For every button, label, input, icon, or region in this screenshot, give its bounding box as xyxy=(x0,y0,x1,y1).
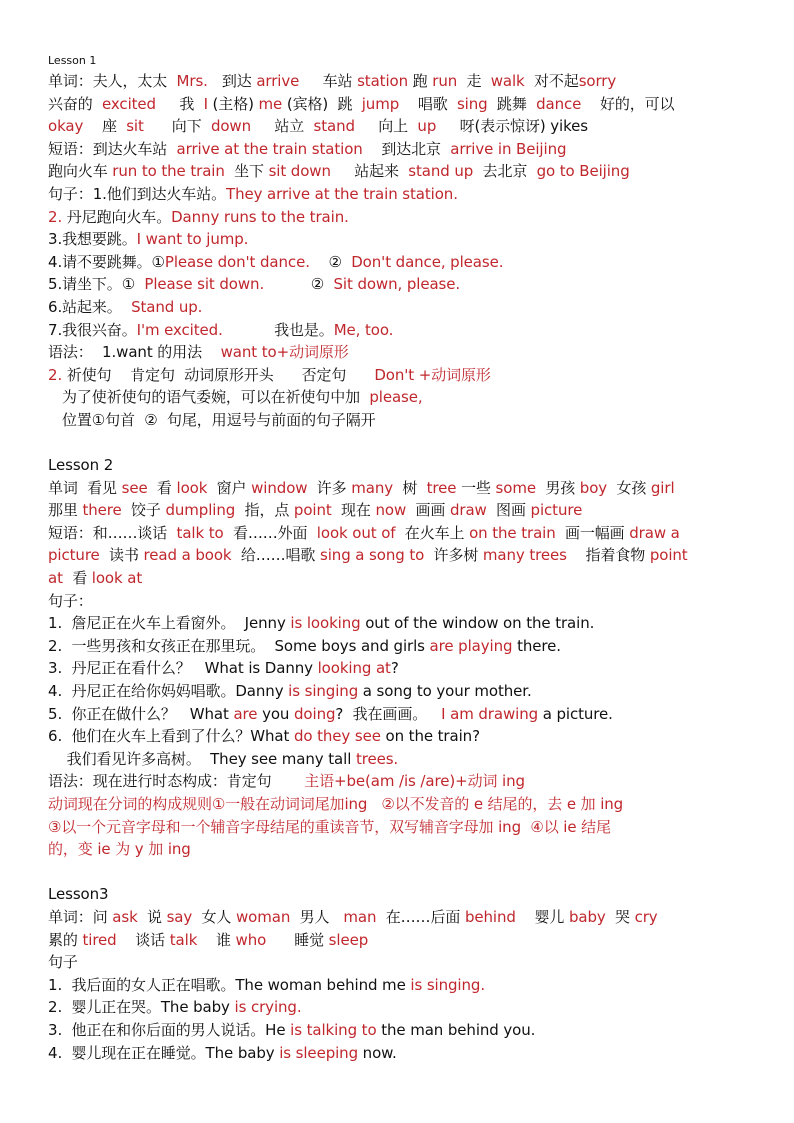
lesson2-line xyxy=(48,725,760,748)
lesson2-line xyxy=(48,748,760,771)
body-text: 坐下 xyxy=(224,162,269,181)
body-text: 女孩 xyxy=(607,478,651,497)
lesson2-line xyxy=(48,816,760,839)
highlight-text: run xyxy=(432,72,458,90)
body-text: 6. 他们在火车上看到了什么？What xyxy=(48,727,294,746)
body-text: 许多 xyxy=(307,478,352,497)
lesson3-line xyxy=(48,996,760,1019)
body-text: there. xyxy=(512,636,561,655)
body-text: 句子 xyxy=(48,953,78,972)
body-text: 指着食物 xyxy=(566,546,650,565)
body-text: 7.我很兴奋。 xyxy=(48,320,137,339)
highlight-text: do they see xyxy=(293,727,381,746)
lesson2-line xyxy=(48,793,760,816)
highlight-text: woman xyxy=(236,907,291,926)
body-text: 谈话 xyxy=(116,930,170,949)
highlight-text: dance xyxy=(536,94,582,113)
lesson2-line xyxy=(48,680,760,703)
highlight-text: read a book xyxy=(143,546,232,565)
body-text: 在……后面 xyxy=(376,907,465,926)
lesson2-line xyxy=(48,567,760,590)
highlight-text: They arrive at the train station. xyxy=(226,184,458,203)
body-text: 看 xyxy=(62,569,92,588)
body-text: 单词：问 xyxy=(48,907,113,926)
body-text: 4. 婴儿现在正在睡觉。The baby xyxy=(48,1043,280,1062)
body-text: 站立 xyxy=(251,117,314,136)
lesson2-line xyxy=(48,838,760,861)
body-text: 3.我想要跳。 xyxy=(48,230,137,249)
highlight-text: boy xyxy=(579,478,608,497)
highlight-text: see xyxy=(121,478,148,497)
body-text: 给……唱歌 xyxy=(231,546,321,565)
body-text: you xyxy=(257,704,295,723)
highlight-text: tired xyxy=(82,930,117,949)
body-text: the man behind you. xyxy=(376,1020,536,1039)
highlight-text: I want to jump. xyxy=(136,230,249,249)
highlight-text: is talking to xyxy=(290,1020,377,1039)
lesson3-line xyxy=(48,951,760,974)
body-text: 5.请坐下。① xyxy=(48,275,145,294)
body-text: 跑向火车 xyxy=(48,162,113,181)
lesson-3-body xyxy=(48,906,760,1064)
highlight-text: who xyxy=(235,930,267,949)
highlight-text: down xyxy=(210,117,252,136)
highlight-text: doing xyxy=(294,704,336,723)
highlight-text: point xyxy=(649,546,688,565)
highlight-text: look out of xyxy=(316,523,396,542)
lesson1-line xyxy=(48,115,760,138)
highlight-text: Don't dance, please. xyxy=(351,252,504,271)
highlight-text: at xyxy=(48,569,63,588)
highlight-text: draw xyxy=(449,501,487,520)
body-text: 为了使祈使句的语气委婉，可以在祈使句中加 xyxy=(48,388,370,407)
body-text: 我们看见许多高树。 They see many tall xyxy=(48,749,356,768)
body-text: 语法： 1.want 的用法 xyxy=(48,343,221,362)
body-text: 站起来 xyxy=(330,162,409,181)
lesson1-line xyxy=(48,273,760,296)
body-text: 车站 xyxy=(299,72,358,90)
lesson3-line xyxy=(48,1042,760,1065)
lesson3-line xyxy=(48,906,760,929)
body-text: 到达北京 xyxy=(362,139,451,158)
body-text: 说 xyxy=(137,907,167,926)
highlight-text: I'm excited. xyxy=(136,320,223,339)
lesson1-line xyxy=(48,228,760,251)
body-text: 看……外面 xyxy=(223,523,317,542)
body-text: (宾格) 跳 xyxy=(282,94,362,113)
highlight-text: Don't +动词原形 xyxy=(374,365,491,384)
highlight-text: I xyxy=(203,94,208,113)
lesson2-line xyxy=(48,522,760,545)
highlight-text: window xyxy=(251,478,308,497)
highlight-text: arrive in Beijing xyxy=(450,139,567,158)
highlight-text: excited xyxy=(102,94,156,113)
body-text: 6.站起来。 xyxy=(48,297,132,316)
lesson2-line xyxy=(48,590,760,613)
body-text: 5. 你正在做什么？ What xyxy=(48,704,234,723)
lesson-2-title: Lesson 2 xyxy=(48,456,114,475)
highlight-text: sit xyxy=(126,117,144,136)
body-text: 对不起 xyxy=(524,72,579,90)
body-text: 哭 xyxy=(605,907,635,926)
highlight-text: walk xyxy=(490,72,525,90)
lesson3-line xyxy=(48,974,760,997)
highlight-text: Sit down, please. xyxy=(333,275,461,294)
highlight-text: cry xyxy=(634,907,658,926)
body-text: 兴奋的 xyxy=(48,94,103,113)
highlight-text: on the train xyxy=(469,523,556,542)
body-text: 位置①句首 ② 句尾，用逗号与前面的句子隔开 xyxy=(48,410,376,429)
body-text: 跑 xyxy=(408,72,433,90)
highlight-text: arrive at the train station xyxy=(176,139,363,158)
highlight-text: please, xyxy=(369,388,423,407)
body-text: 女人 xyxy=(192,907,236,926)
highlight-text: ask xyxy=(112,907,138,926)
highlight-text: 2. xyxy=(48,365,63,384)
body-text: 一些 xyxy=(456,478,496,497)
body-text: 男孩 xyxy=(535,478,580,497)
lesson3-line xyxy=(48,1019,760,1042)
body-text: 去北京 xyxy=(473,162,537,181)
highlight-text: Please sit down. xyxy=(144,275,265,294)
highlight-text: are xyxy=(233,704,258,723)
body-text: 句子： xyxy=(48,591,93,610)
lesson1-line xyxy=(48,386,760,409)
highlight-text: picture xyxy=(530,501,583,520)
highlight-text: me xyxy=(258,94,283,113)
body-text: 树 xyxy=(393,478,427,497)
lesson3-line xyxy=(48,929,760,952)
highlight-text: is looking xyxy=(290,614,361,633)
highlight-text: sing a song to xyxy=(320,546,425,565)
highlight-text: look at xyxy=(91,569,143,588)
body-text: 呀(表示惊讶) yikes xyxy=(436,117,589,136)
lesson2-line xyxy=(48,657,760,680)
body-text: 单词：夫人，太太 xyxy=(48,72,177,90)
body-text: 语法：现在进行时态构成：肯定句 xyxy=(48,772,305,791)
lesson2-line xyxy=(48,612,760,635)
highlight-text: are playing xyxy=(429,636,513,655)
body-text: 谁 xyxy=(197,930,236,949)
highlight-text: is singing xyxy=(288,682,359,701)
highlight-text: sorry xyxy=(578,72,617,90)
body-text: 累的 xyxy=(48,930,83,949)
lesson-1-body xyxy=(48,70,760,432)
lesson1-line xyxy=(48,319,760,342)
body-text: 窗户 xyxy=(207,478,252,497)
body-text: 图画 xyxy=(486,501,531,520)
highlight-text: baby xyxy=(568,907,606,926)
highlight-text: 2. xyxy=(48,207,63,226)
highlight-text: man xyxy=(343,907,377,926)
body-text: 2. 婴儿正在哭。The baby xyxy=(48,998,235,1017)
highlight-text: sing xyxy=(456,94,488,113)
body-text: 我 xyxy=(155,94,204,113)
highlight-text: say xyxy=(166,907,193,926)
body-text: 3. 丹尼正在看什么？ What is Danny xyxy=(48,659,318,678)
body-text: 走 xyxy=(457,72,491,90)
highlight-text: 动词现在分词的构成规则①一般在动词词尾加ing ②以不发音的 e 结尾的，去 e 加 ing xyxy=(48,795,624,813)
body-text: 画一幅画 xyxy=(555,523,630,542)
highlight-text: many xyxy=(351,478,394,497)
body-text: ? xyxy=(390,659,399,678)
highlight-text: Mrs. xyxy=(176,72,208,90)
highlight-text: station xyxy=(357,72,408,90)
highlight-text: point xyxy=(293,501,332,520)
highlight-text: jump xyxy=(361,94,400,113)
highlight-text: there xyxy=(82,501,122,520)
body-text: 3. 他正在和你后面的男人说话。He xyxy=(48,1020,291,1039)
body-text: 4.请不要跳舞。① xyxy=(48,252,165,271)
highlight-text: run to the train xyxy=(112,162,225,181)
highlight-text: go to Beijing xyxy=(536,162,630,181)
highlight-text: okay xyxy=(48,117,84,136)
highlight-text: girl xyxy=(650,478,675,497)
highlight-text: now xyxy=(375,501,407,520)
highlight-text: looking at xyxy=(317,659,391,678)
highlight-text: up xyxy=(417,117,437,136)
body-text: (主格) xyxy=(207,94,259,113)
body-text: 睡觉 xyxy=(266,930,329,949)
lesson2-line xyxy=(48,703,760,726)
highlight-text: I am drawing xyxy=(441,704,539,723)
body-text: 在火车上 xyxy=(395,523,470,542)
lesson1-line xyxy=(48,93,760,116)
document-page xyxy=(48,52,760,1064)
highlight-text: 主语+be(am /is /are)+动词 ing xyxy=(304,772,525,791)
body-text: now. xyxy=(358,1043,397,1062)
body-text: 1. 我后面的女人正在唱歌。The woman behind me xyxy=(48,975,411,994)
lesson-3-title: Lesson3 xyxy=(48,885,109,904)
body-text: 婴儿 xyxy=(515,907,569,926)
highlight-text: is singing. xyxy=(410,975,486,994)
body-text: on the train? xyxy=(380,727,480,746)
lesson1-line xyxy=(48,160,760,183)
lesson2-line xyxy=(48,770,760,793)
body-text: 看 xyxy=(147,478,177,497)
lesson2-line xyxy=(48,635,760,658)
body-text: 祈使句 肯定句 动词原形开头 否定句 xyxy=(62,365,375,384)
body-text: 现在 xyxy=(331,501,376,520)
body-text: 4. 丹尼正在给你妈妈唱歌。Danny xyxy=(48,682,289,701)
body-text: 到达 xyxy=(207,72,257,90)
body-text: a picture. xyxy=(538,704,613,723)
lesson2-line xyxy=(48,544,760,567)
lesson1-line xyxy=(48,183,760,206)
body-text: 向下 xyxy=(143,117,211,136)
body-text: 饺子 xyxy=(121,501,166,520)
lesson1-line xyxy=(48,364,760,387)
highlight-text: talk to xyxy=(176,523,224,542)
highlight-text: Stand up. xyxy=(131,297,203,316)
body-text: 我也是。 xyxy=(222,320,334,339)
highlight-text: ③以一个元音字母和一个辅音字母结尾的重读音节，双写辅音字母加 ing ④以 ie 结尾 xyxy=(48,817,611,836)
body-text: 单词 看见 xyxy=(48,478,122,497)
lesson1-line xyxy=(48,296,760,319)
body-text: 许多树 xyxy=(424,546,483,565)
body-text: 唱歌 xyxy=(399,94,457,113)
highlight-text: Danny runs to the train. xyxy=(171,207,349,226)
lesson1-line xyxy=(48,138,760,161)
highlight-text: Me, too. xyxy=(333,320,394,339)
body-text: 好的，可以 xyxy=(581,94,675,113)
body-text: 短语：到达火车站 xyxy=(48,139,177,158)
body-text: 1. 詹尼正在火车上看窗外。 Jenny xyxy=(48,614,291,633)
highlight-text: talk xyxy=(169,930,198,949)
highlight-text: some xyxy=(495,478,536,497)
highlight-text: stand up xyxy=(408,162,474,181)
highlight-text: draw a xyxy=(629,523,680,542)
highlight-text: sit down xyxy=(268,162,331,181)
lesson1-line xyxy=(48,409,760,432)
lesson1-line xyxy=(48,70,760,93)
highlight-text: arrive xyxy=(256,72,300,90)
body-text: 跳舞 xyxy=(487,94,537,113)
body-text: 画画 xyxy=(406,501,450,520)
highlight-text: Please don't dance. xyxy=(164,252,310,271)
body-text: out of the window on the train. xyxy=(360,614,595,633)
highlight-text: sleep xyxy=(328,930,369,949)
body-text: ② xyxy=(309,252,352,271)
lesson1-line xyxy=(48,206,760,229)
highlight-text: is crying. xyxy=(234,998,302,1017)
highlight-text: tree xyxy=(426,478,457,497)
body-text: ② xyxy=(264,275,334,294)
body-text: 2. 一些男孩和女孩正在那里玩。 Some boys and girls xyxy=(48,636,430,655)
highlight-text: trees. xyxy=(355,749,399,768)
lesson-1-title: Lesson 1 xyxy=(48,54,97,67)
highlight-text: stand xyxy=(313,117,355,136)
highlight-text: behind xyxy=(464,907,516,926)
body-text: 读书 xyxy=(99,546,144,565)
body-text: ? 我在画画。 xyxy=(335,704,442,723)
lesson1-line xyxy=(48,341,760,364)
body-text: 那里 xyxy=(48,501,83,520)
highlight-text: 的，变 ie 为 y 加 ing xyxy=(48,840,191,859)
highlight-text: picture xyxy=(48,546,100,565)
body-text: 男人 xyxy=(290,907,344,926)
body-text: 向上 xyxy=(354,117,418,136)
highlight-text: many trees xyxy=(482,546,567,565)
highlight-text: is sleeping xyxy=(279,1043,359,1062)
lesson2-line xyxy=(48,499,760,522)
body-text: 句子：1.他们到达火车站。 xyxy=(48,184,227,203)
lesson2-line xyxy=(48,477,760,500)
highlight-text: look xyxy=(176,478,208,497)
body-text: 短语：和……谈话 xyxy=(48,523,177,542)
body-text: 指，点 xyxy=(235,501,294,520)
highlight-text: want to+动词原形 xyxy=(220,343,349,362)
body-text: 丹尼跑向火车。 xyxy=(62,207,172,226)
body-text: a song to your mother. xyxy=(358,682,532,701)
highlight-text: dumpling xyxy=(165,501,236,520)
lesson-2-body xyxy=(48,477,760,861)
body-text: 座 xyxy=(83,117,127,136)
lesson1-line xyxy=(48,251,760,274)
